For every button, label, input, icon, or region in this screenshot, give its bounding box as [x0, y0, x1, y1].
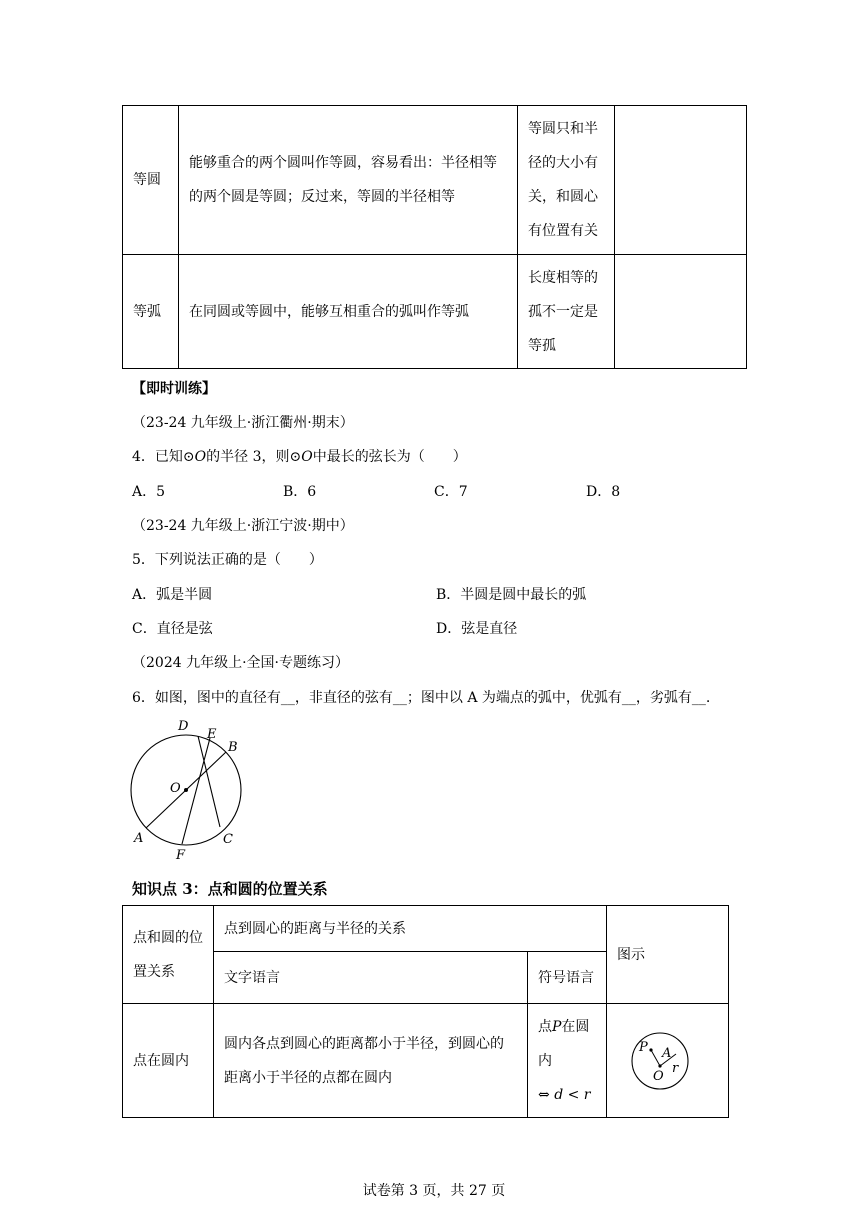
- label-a: A: [134, 831, 144, 846]
- symbol-lt: <: [563, 1086, 584, 1103]
- point-circle-table: [122, 905, 729, 1118]
- table-row: [123, 255, 747, 369]
- label-p: P: [639, 1039, 648, 1055]
- chord-dc: [198, 736, 220, 827]
- label-f: F: [176, 848, 186, 863]
- center-o: [658, 1064, 661, 1067]
- row-label: 点在圆内: [123, 1004, 214, 1118]
- q4-option-c: C．7: [434, 484, 468, 500]
- label-d: D: [178, 719, 189, 734]
- term-cell: 等弧: [123, 255, 179, 369]
- q4-stem: [132, 446, 467, 466]
- figure-cell: [607, 1004, 729, 1118]
- q4-source: （23-24 九年级上·浙江衢州·期末）: [132, 415, 354, 431]
- label-o: O: [653, 1068, 664, 1084]
- q6-stem: 6．如图，图中的直径有__，非直径的弦有__；图中以 A 为端点的弧中，优弧有__，劣弧有__.: [132, 690, 711, 706]
- q4-stem-o: O: [194, 449, 207, 465]
- header-position-relation: 点和圆的位置关系: [123, 906, 214, 1004]
- label-r: r: [672, 1060, 679, 1076]
- q4-stem-o: O: [301, 449, 313, 465]
- label-e: E: [207, 727, 217, 742]
- header-text-language: 文字语言: [214, 952, 528, 1004]
- point-p: [649, 1048, 652, 1051]
- header-figure: 图示: [607, 906, 729, 1004]
- term-cell: 等圆: [123, 106, 179, 255]
- definition-cell: 能够重合的两个圆叫作等圆，容易看出：半径相等的两个圆是等圆；反过来，等圆的半径相等: [179, 106, 518, 255]
- q4-option-a: A．5: [132, 484, 166, 500]
- label-a: A: [662, 1045, 672, 1061]
- q5-option-c: C．直径是弦: [132, 621, 213, 637]
- header-distance-relation: 点到圆心的距离与半径的关系: [214, 906, 607, 952]
- q4-stem-part: 的半径 3，则⊙: [206, 449, 302, 465]
- extra-cell: [615, 255, 747, 369]
- symbol-part: 点: [538, 1018, 552, 1035]
- note-cell: 长度相等的孤不一定是等孤: [518, 255, 615, 369]
- row-symbol: [528, 1004, 607, 1118]
- definition-cell: 在同圆或等圆中，能够互相重合的弧叫作等弧: [179, 255, 518, 369]
- knowledge-point-title: 知识点 3：点和圆的位置关系: [132, 880, 328, 898]
- symbol-part: 在圆内: [538, 1018, 590, 1069]
- page-footer: 试卷第 3 页，共 27 页: [362, 1183, 506, 1199]
- q5-stem: 5．下列说法正确的是（ ）: [132, 552, 323, 568]
- row-text: 圆内各点到圆心的距离都小于半径，到圆心的距离小于半径的点都在圆内: [214, 1004, 528, 1118]
- circle-chords-figure: [118, 714, 258, 864]
- label-o: O: [170, 781, 181, 796]
- symbol-d: d: [554, 1086, 564, 1103]
- symbol-r: r: [583, 1086, 591, 1103]
- header-symbol-language: 符号语言: [528, 952, 607, 1004]
- q4-stem-part: 4．已知⊙: [132, 449, 195, 465]
- q5-option-b: B．半圆是圆中最长的弧: [436, 587, 587, 603]
- q5-option-d: D．弦是直径: [436, 621, 518, 637]
- iff-symbol: ⇔: [538, 1086, 550, 1103]
- q5-source: （23-24 九年级上·浙江宁波·期中）: [132, 518, 354, 534]
- point-inside-circle-figure: [625, 1026, 695, 1096]
- label-b: B: [228, 740, 238, 755]
- q4-option-b: B．6: [283, 484, 317, 500]
- table-row: [123, 1004, 729, 1118]
- note-cell: 等圆只和半径的大小有关，和圆心有位置有关: [518, 106, 615, 255]
- center-point: [184, 788, 188, 792]
- q4-option-d: D．8: [586, 484, 621, 500]
- label-c: C: [223, 832, 233, 847]
- symbol-p: P: [552, 1018, 562, 1035]
- q4-stem-part: 中最长的弦长为（ ）: [312, 449, 467, 465]
- table-row: [123, 106, 747, 255]
- q6-source: （2024 九年级上·全国·专题练习）: [132, 655, 349, 671]
- q5-option-a: A．弧是半圆: [132, 587, 213, 603]
- extra-cell: [615, 106, 747, 255]
- segment-op: [651, 1050, 660, 1066]
- section-training-heading: 【即时训练】: [132, 381, 216, 397]
- definition-table: [122, 105, 747, 369]
